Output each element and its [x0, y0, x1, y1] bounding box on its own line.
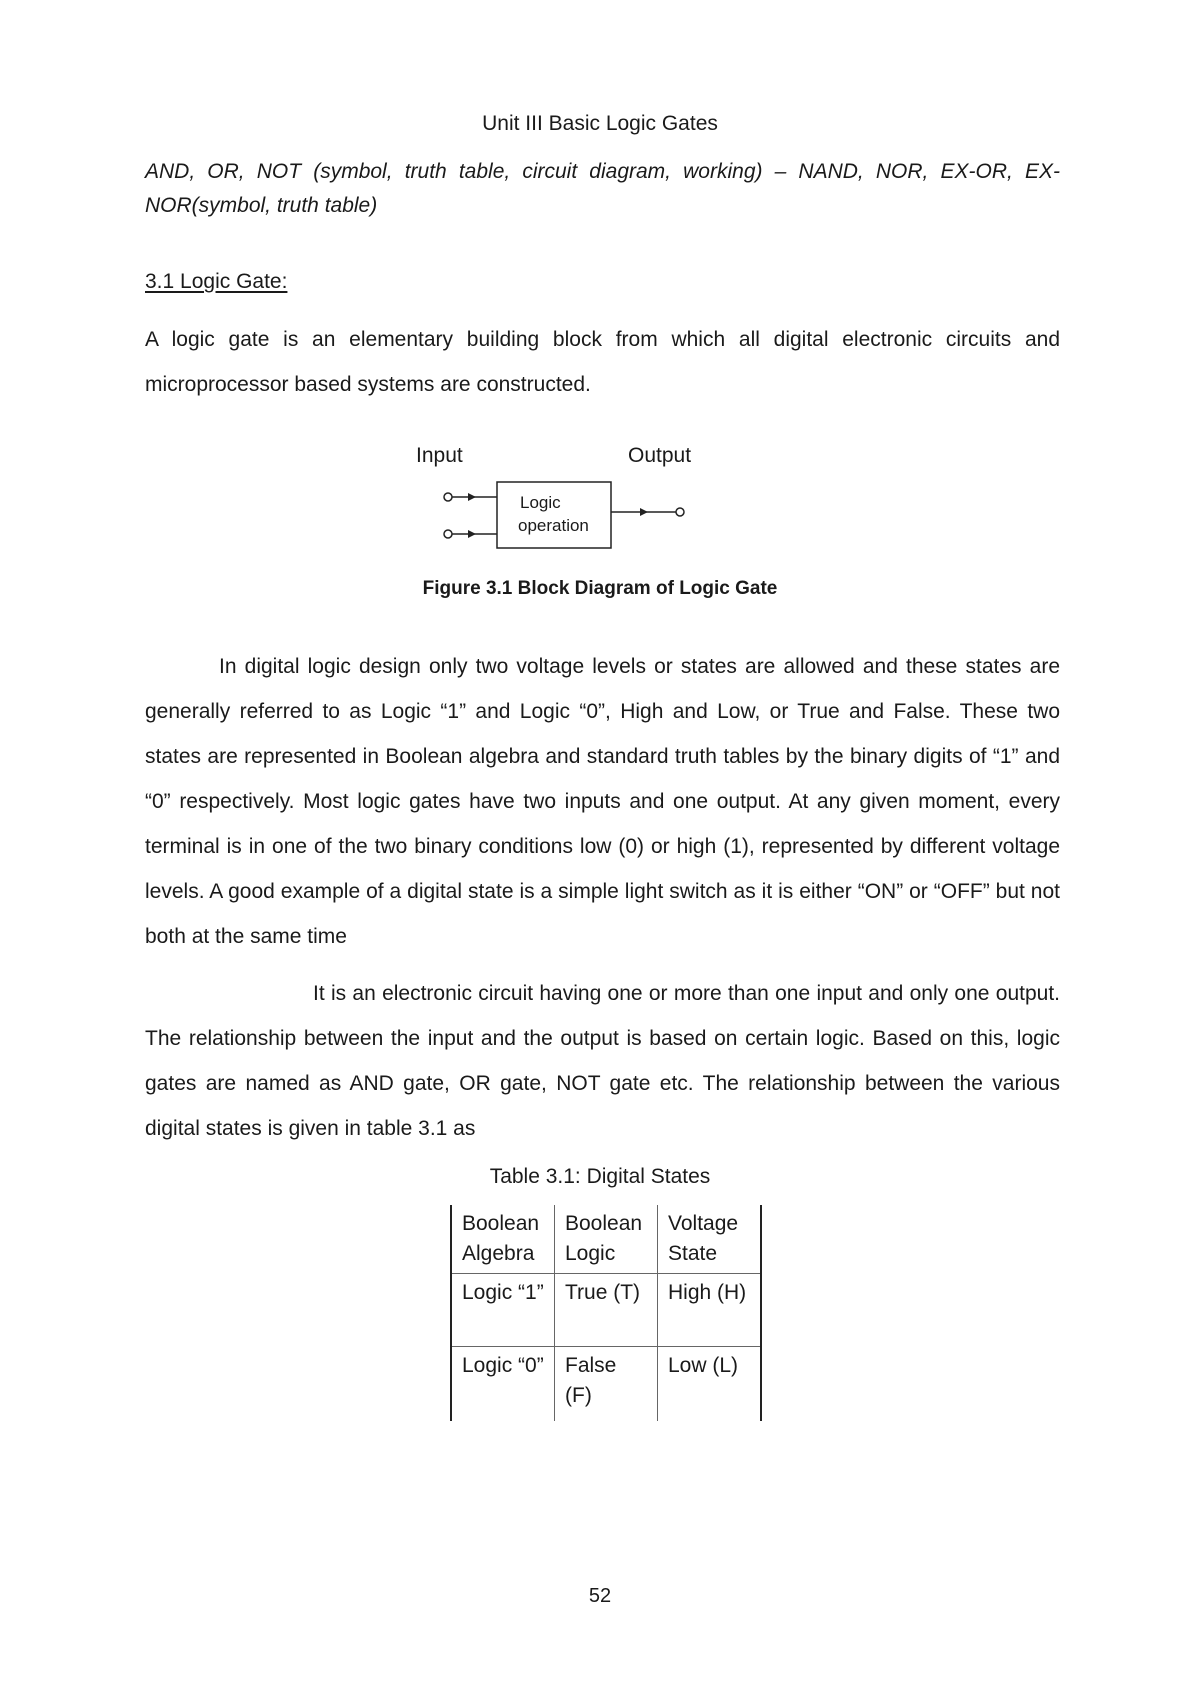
page-number: 52: [588, 1585, 612, 1607]
paragraph-definition: A logic gate is an elementary building block from which all digital electronic circuits and microprocessor based systems are constructed.: [145, 328, 1060, 396]
diagram-input-label: Input: [416, 444, 463, 467]
table-header-cell: Boolean Logic: [555, 1205, 658, 1274]
table-caption: Table 3.1: Digital States: [489, 1165, 711, 1188]
output-line: [611, 508, 684, 516]
paragraph-voltage-levels: In digital logic design only two voltage levels or states are allowed and these states are generally referred to as Logic “1” and Logic “0”, High and Low, or True and False. These two states are represented in Boolean algebra and standard truth tables by the binary digits of “1” and “0” respectively. Most logic gates have two inputs and one output. At any given moment, every terminal is in one of the two binary conditions low (0) or high (1), represented by different voltage levels. A good example of a digital state is a simple light switch as it is either “ON” or “OFF” but not both at the same time: [145, 655, 1060, 948]
table-row: [451, 1347, 761, 1422]
table-header-cell: Boolean Algebra: [451, 1205, 555, 1274]
paragraph-logic-relationship: It is an electronic circuit having one or more than one input and only one output. The relationship between the input and the output is based on certain logic. Based on this, logic gates are named as AND gate, OR gate, NOT gate etc. The relationship between the various digital states is given in table 3.1 as: [145, 982, 1060, 1140]
diagram-output-label: Output: [628, 444, 692, 467]
input-line-2: [444, 530, 497, 538]
table-row: [451, 1274, 761, 1347]
table-header-row: [451, 1205, 761, 1274]
section-heading: 3.1 Logic Gate:: [145, 270, 288, 293]
table-cell: True (T): [555, 1274, 658, 1347]
logic-gate-block-diagram: [400, 440, 720, 560]
table-cell: High (H): [658, 1274, 762, 1347]
input-line-1: [444, 493, 497, 501]
logic-operation-block: [497, 482, 611, 548]
digital-states-table: [450, 1205, 762, 1421]
block-label-line-1: Logic: [520, 493, 561, 512]
figure-caption: Figure 3.1 Block Diagram of Logic Gate: [422, 578, 778, 599]
unit-title: Unit III Basic Logic Gates: [482, 112, 718, 135]
block-label-line-2: operation: [518, 516, 589, 535]
table-cell: Logic “1”: [451, 1274, 555, 1347]
table-header-cell: Voltage State: [658, 1205, 762, 1274]
topics-subtitle: AND, OR, NOT (symbol, truth table, circuit diagram, working) – NAND, NOR, EX-OR, EX-NOR(symbol, truth table): [145, 160, 1060, 217]
table-cell: False (F): [555, 1347, 658, 1422]
table-cell: Low (L): [658, 1347, 762, 1422]
table-cell: Logic “0”: [451, 1347, 555, 1422]
